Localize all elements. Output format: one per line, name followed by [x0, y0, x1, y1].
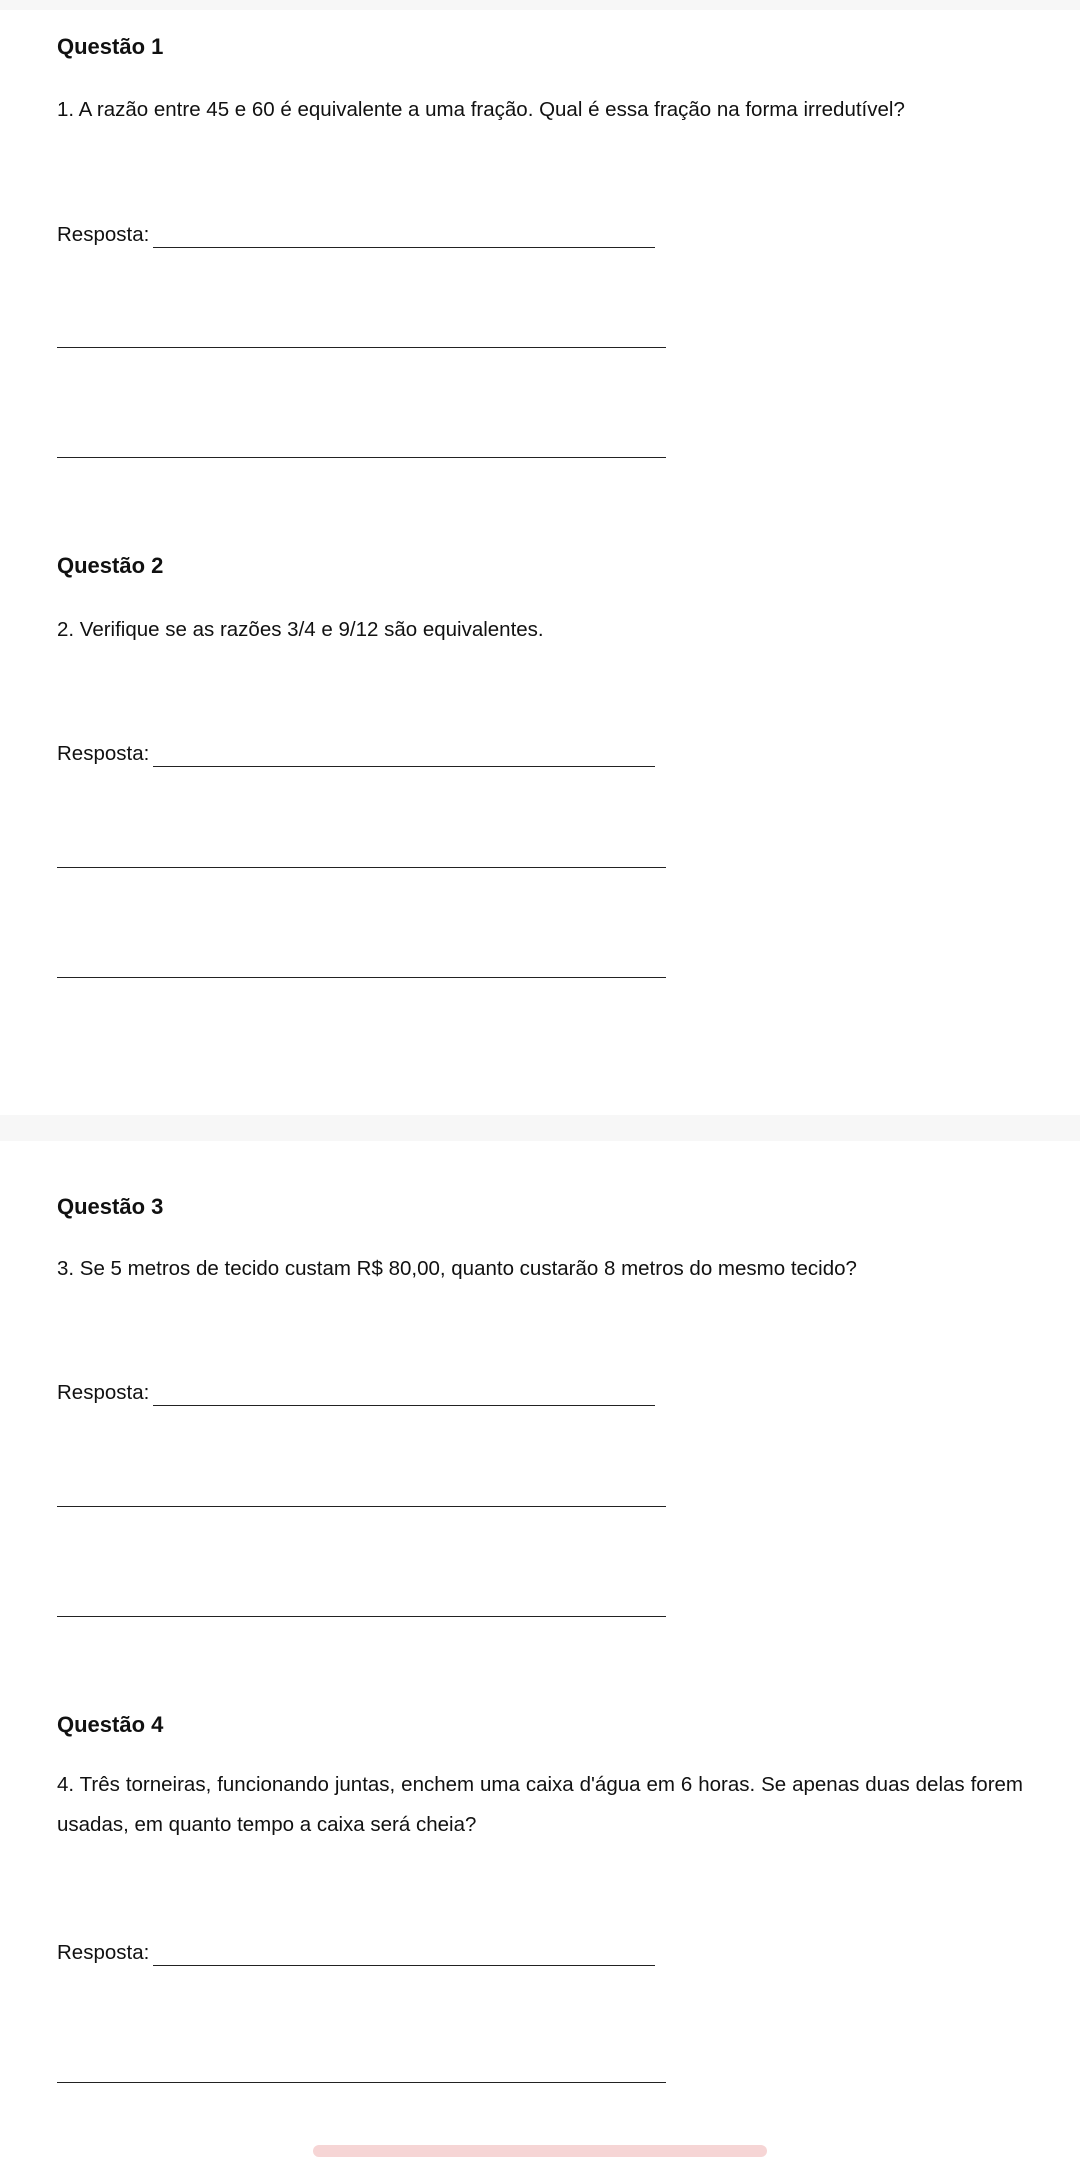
- question-3-blank-line-1[interactable]: [57, 1506, 666, 1507]
- answer-line[interactable]: [153, 225, 655, 248]
- question-2-answer-field[interactable]: [57, 737, 655, 767]
- question-2-blank-line-1[interactable]: [57, 867, 666, 868]
- question-2-title: Questão 2: [57, 553, 164, 578]
- answer-label: Resposta:: [57, 1381, 150, 1404]
- question-1-blank-line-2[interactable]: [57, 457, 666, 458]
- answer-label: Resposta:: [57, 1941, 150, 1964]
- question-1-answer-field[interactable]: [57, 218, 655, 248]
- question-4-text: 4. Três torneiras, funcionando juntas, enchem uma caixa d'água em 6 horas. Se apenas duas delas forem usadas, em quanto tempo a caixa será cheia?: [57, 1773, 1023, 1836]
- scroll-indicator[interactable]: [313, 2145, 767, 2157]
- question-1-blank-line-1[interactable]: [57, 347, 666, 348]
- question-1-text: 1. A razão entre 45 e 60 é equivalente a uma fração. Qual é essa fração na forma irredutível?: [57, 98, 905, 121]
- answer-line[interactable]: [153, 1383, 655, 1406]
- question-1-title: Questão 1: [57, 34, 164, 59]
- question-3-answer-field[interactable]: [57, 1376, 655, 1406]
- answer-label: Resposta:: [57, 742, 150, 765]
- document-page-1: [0, 10, 1080, 1115]
- question-3-text: 3. Se 5 metros de tecido custam R$ 80,00, quanto custarão 8 metros do mesmo tecido?: [57, 1257, 857, 1280]
- question-3-blank-line-2[interactable]: [57, 1616, 666, 1617]
- document-page-2: [0, 1141, 1080, 2172]
- question-2-blank-line-2[interactable]: [57, 977, 666, 978]
- answer-label: Resposta:: [57, 223, 150, 246]
- question-3-title: Questão 3: [57, 1194, 164, 1219]
- question-4-answer-field[interactable]: [57, 1936, 655, 1966]
- question-4-blank-line-1[interactable]: [57, 2082, 666, 2083]
- question-4-title: Questão 4: [57, 1712, 164, 1737]
- answer-line[interactable]: [153, 744, 655, 767]
- question-2-text: 2. Verifique se as razões 3/4 e 9/12 são equivalentes.: [57, 618, 544, 641]
- answer-line[interactable]: [153, 1943, 655, 1966]
